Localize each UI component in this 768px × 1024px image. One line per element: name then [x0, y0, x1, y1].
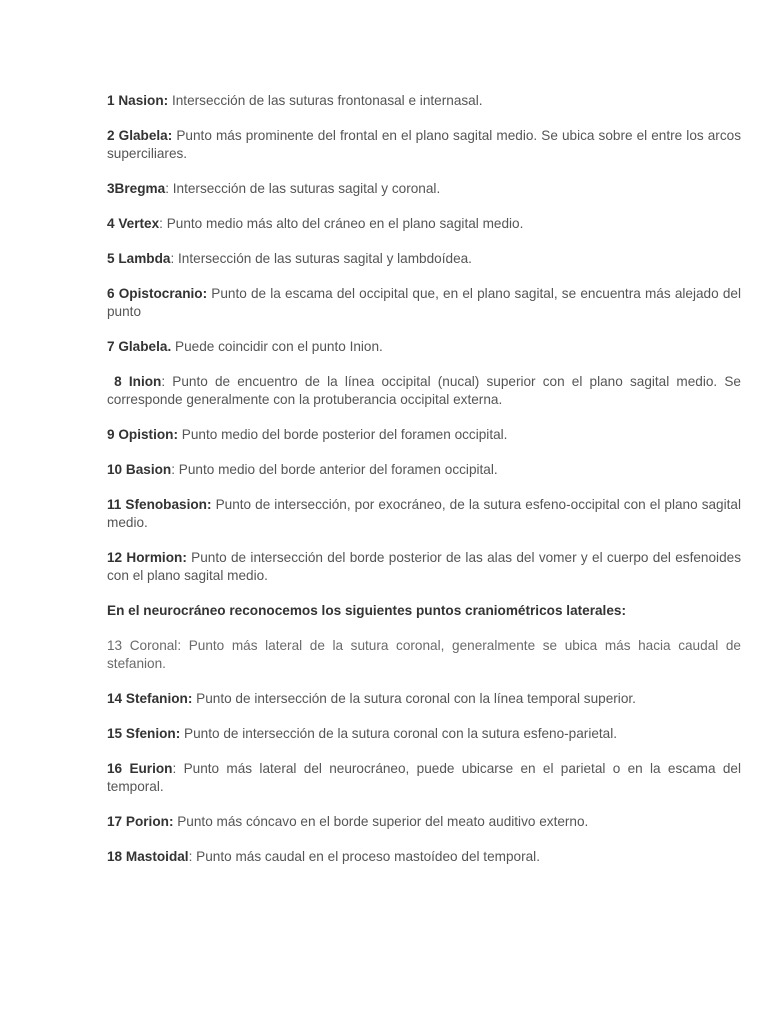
section-heading: En el neurocráneo reconocemos los siguientes puntos craniométricos laterales:	[107, 603, 626, 618]
entry-nasion	[107, 92, 741, 110]
entry-term: 14 Stefanion:	[107, 691, 193, 706]
entry-glabela	[107, 127, 741, 163]
entry-term: 9 Opistion:	[107, 427, 178, 442]
entry-basion	[107, 461, 741, 479]
entry-sfenobasion	[107, 496, 741, 532]
entry-text: : Punto de encuentro de la línea occipital (nucal) superior con el plano sagital medio. Se corresponde generalmente con la protuberancia occipital externa.	[107, 374, 741, 407]
entry-text: : Punto medio más alto del cráneo en el plano sagital medio.	[159, 216, 524, 231]
entry-text: : Punto medio del borde anterior del foramen occipital.	[171, 462, 498, 477]
entry-term: 17 Porion:	[107, 814, 174, 829]
entry-term: 16 Eurion	[107, 761, 173, 776]
entry-text: Punto más prominente del frontal en el plano sagital medio. Se ubica sobre el entre los arcos superciliares.	[107, 128, 741, 161]
entry-text: Punto medio del borde posterior del foramen occipital.	[178, 427, 508, 442]
entry-term: 2 Glabela:	[107, 128, 173, 143]
entry-term: 4 Vertex	[107, 216, 160, 231]
entry-text: : Intersección de las suturas sagital y lambdoídea.	[170, 251, 472, 266]
entry-text: Punto de intersección, por exocráneo, de la sutura esfeno-occipital con el plano sagital medio.	[107, 497, 741, 530]
entry-term: 5 Lambda	[107, 251, 171, 266]
entry-opistocranio	[107, 285, 741, 321]
entry-sfenion	[107, 725, 741, 743]
document-body	[107, 92, 741, 883]
entry-porion	[107, 813, 741, 831]
entry-term: 7 Glabela.	[107, 339, 172, 354]
entry-coronal: 13 Coronal: Punto más lateral de la sutura coronal, generalmente se ubica más hacia caudal de stefanion.	[107, 638, 741, 671]
entry-text: : Punto más caudal en el proceso mastoídeo del temporal.	[188, 849, 540, 864]
entry-text: : Intersección de las suturas sagital y coronal.	[165, 181, 441, 196]
entry-bregma	[107, 180, 741, 198]
entry-text: Punto de intersección de la sutura coronal con la sutura esfeno-parietal.	[180, 726, 618, 741]
entry-mastoidal	[107, 848, 741, 866]
entry-lambda	[107, 250, 741, 268]
entry-opistion	[107, 426, 741, 444]
entry-term: 18 Mastoidal	[107, 849, 189, 864]
entry-text: : Punto más lateral del neurocráneo, puede ubicarse en el parietal o en la escama del temporal.	[107, 761, 741, 794]
entry-vertex	[107, 215, 741, 233]
entry-term: 1 Nasion:	[107, 93, 169, 108]
entry-eurion	[107, 760, 741, 796]
entry-text: Punto de intersección del borde posterior de las alas del vomer y el cuerpo del esfenoides con el plano sagital medio.	[107, 550, 741, 583]
entry-text: Intersección de las suturas frontonasal e internasal.	[168, 93, 483, 108]
entry-term: 8 Inion	[114, 374, 162, 389]
entry-term: 15 Sfenion:	[107, 726, 181, 741]
entry-term: 6 Opistocranio:	[107, 286, 208, 301]
entry-text: Punto de intersección de la sutura coronal con la línea temporal superior.	[192, 691, 636, 706]
entry-hormion	[107, 549, 741, 585]
entry-term: 10 Basion	[107, 462, 172, 477]
entry-text: Punto de la escama del occipital que, en el plano sagital, se encuentra más alejado del punto	[107, 286, 741, 319]
entry-glabela-2	[107, 338, 741, 356]
entry-stefanion	[107, 690, 741, 708]
entry-term: 11 Sfenobasion:	[107, 497, 212, 512]
entry-inion	[107, 373, 741, 409]
entry-term: 12 Hormion:	[107, 550, 187, 565]
entry-term: 3Bregma	[107, 181, 166, 196]
entry-text: Punto más cóncavo en el borde superior del meato auditivo externo.	[173, 814, 589, 829]
entry-text: Puede coincidir con el punto Inion.	[171, 339, 383, 354]
